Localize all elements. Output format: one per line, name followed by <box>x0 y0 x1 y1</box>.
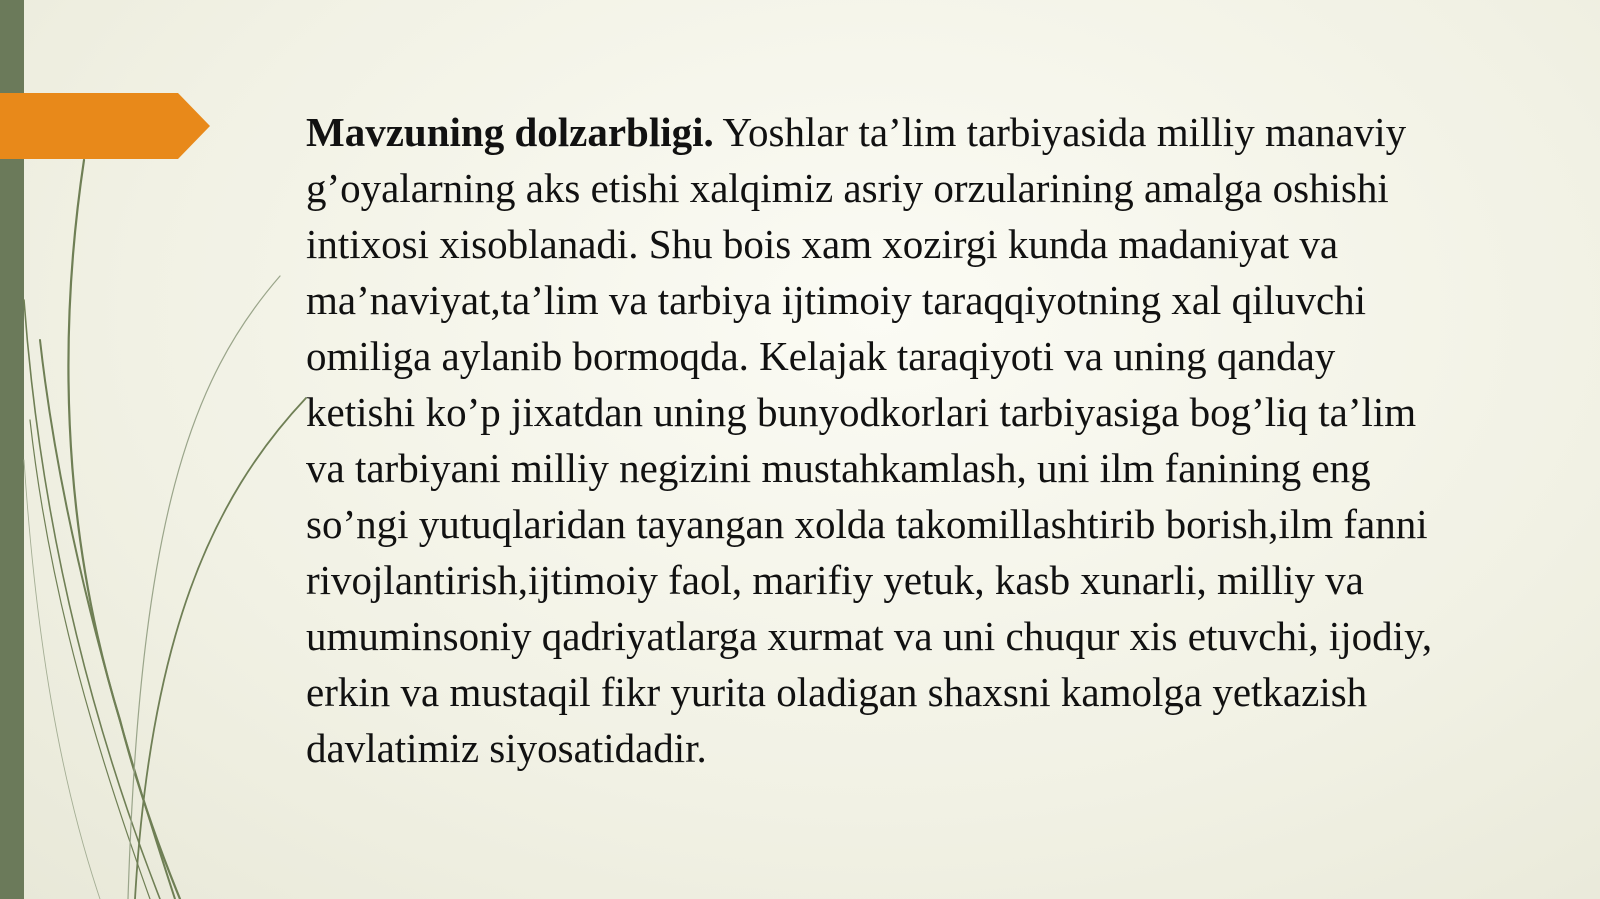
slide-body-text <box>306 104 1436 776</box>
slide-lead-text: Mavzuning dolzarbligi. <box>306 109 714 155</box>
slide-paragraph-text: Yoshlar ta’lim tarbiyasida milliy manaviy g’oyalarning aks etishi xalqimiz asriy orzularining amalga oshishi intixosi xisoblanadi. Shu bois xam xozirgi kunda madaniyat va ma’naviyat,ta’lim va tarbiya ijtimoiy taraqqiyotning xal qiluvchi omiliga aylanib bormoqda. Kelajak taraqiyoti va uning qanday ketishi ko’p jixatdan uning bunyodkorlari tarbiyasiga bog’liq ta’lim va tarbiyani milliy negizini mustahkamlash, uni ilm fanining eng so’ngi yutuqlaridan tayangan xolda takomillashtirib borish,ilm fanni rivojlantirish,ijtimoiy faol, marifiy yetuk, kasb xunarli, milliy va umuminsoniy qadriyatlarga xurmat va uni chuqur xis etuvchi, ijodiy, erkin va mustaqil fikr yurita oladigan shaxsni kamolga yetkazish davlatimiz siyosatidadir. <box>306 109 1433 771</box>
arrow-tab-icon <box>0 93 210 159</box>
